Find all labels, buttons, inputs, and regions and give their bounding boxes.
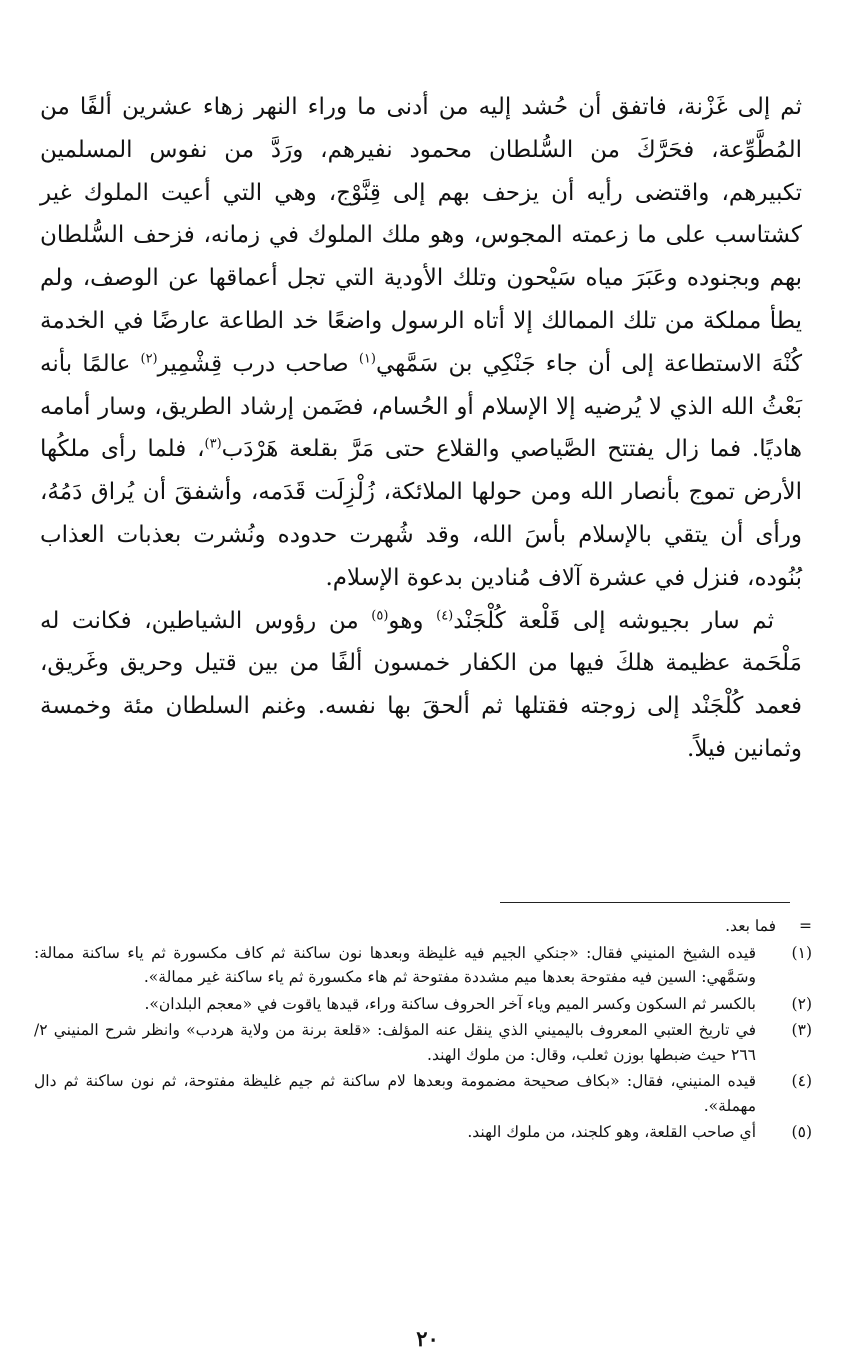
- footnote-item: [34, 992, 812, 1017]
- footnote-ref-2: (٢): [140, 351, 158, 367]
- footnote-ref-4: (٤): [436, 607, 454, 623]
- continuation-text: فما بعد.: [725, 917, 776, 935]
- paragraph-1-part-1: ثم إلى غَزْنة، فاتفق أن حُشد إليه من أدنى ما وراء النهر زهاء عشرين ألفًا من المُطَّوِّعة، فحَرَّكَ من السُّلطان محمود نفيرهم، ورَدَّ من نفوس المسلمين تكبيرهم، واقتضى رأيه أن يزحف بهم إلى قِنَّوْج، وهي التي أعيت الملوك غير كشتاسب على ما زعمته المجوس، وهو ملك الملوك في زمانه، فزحف السُّلطان بهم وبجنوده وعَبَرَ مياه سَيْحون وتلك الأودية التي تجل أعماقها عن الوصف، ولم يطأ مملكة من تلك الممالك إلا أتاه الرسول واضعًا خد الطاعة عارضًا في الخدمة كُنْهَ الاستطاعة إلى أن جاء جَنْكِي بن سَمَّهي: [40, 94, 803, 377]
- footnote-text: في تاريخ العتبي المعروف باليميني الذي ينقل عنه المؤلف: «قلعة برنة من ولاية هردب» وانظر شرح المنيني ٢/ ٢٦٦ حيث ضبطها بوزن ثعلب، وقال: من ملوك الهند.: [34, 1021, 756, 1064]
- main-text: [40, 86, 802, 771]
- paragraph-1-part-2: صاحب درب قِشْمِير: [157, 350, 359, 377]
- footnote-item: [34, 941, 812, 990]
- paragraph-1-part-4: ، فلما رأى ملكُها الأرض تموج بأنصار الله ومن حولها الملائكة، زُلْزِلَت قَدَمه، وأشفقَ أن يُراق دَمُهُ، ورأى أن يتقي بالإسلام بأسَ الله، وقد شُهرت حدوده ونُشرت بعذبات العذاب بُنُوده، فنزل في عشرة آلاف مُنادين بدعوة الإسلام.: [40, 436, 802, 591]
- footnote-text: قيده المنيني، فقال: «بكاف صحيحة مضمومة وبعدها لام ساكنة ثم جيم غليظة مفتوحة، ثم نون ساكنة ثم دال مهملة».: [34, 1072, 756, 1115]
- paragraph-2: [40, 600, 802, 771]
- footnote-ref-5: (٥): [371, 607, 389, 623]
- footnote-number: (٢): [791, 994, 812, 1013]
- footnote-text: قيده الشيخ المنيني فقال: «جنكي الجيم فيه غليظة وبعدها نون ساكنة ثم كاف مكسورة ثم ياء ساكنة ممالة: وسَمَّهي: السين فيه مفتوحة بعدها ميم مشددة مفتوحة ثم هاء مكسورة ثم ياء ساكنة غير ممالة».: [34, 943, 756, 986]
- footnote-item: [34, 1069, 812, 1118]
- page-number: ٢٠: [416, 1326, 439, 1351]
- footnote-item: [34, 1018, 812, 1067]
- footnote-number: (١): [791, 943, 812, 962]
- footnotes: [34, 914, 812, 1145]
- footnote-continuation: [34, 914, 812, 939]
- footnote-item: [34, 1120, 812, 1145]
- footnote-ref-3: (٣): [204, 436, 222, 452]
- footnote-number: (٤): [791, 1072, 812, 1090]
- paragraph-1: [40, 86, 802, 600]
- paragraph-2-part-1: ثم سار بجيوشه إلى قَلْعة كُلْجَنْد: [453, 607, 774, 634]
- paragraph-1-part-3: عالمًا بأنه بَعْثُ الله الذي لا يُرضيه إلا الإسلام أو الحُسام، فضَمن إرشاد الطريق، وسار أمامه هاديًا. فما زال يفتتح الصَّياصي والقلاع حتى مَرَّ بقلعة هَرْدَب: [40, 350, 802, 463]
- continuation-marker: =: [799, 917, 812, 935]
- footnote-ref-1: (١): [358, 351, 376, 367]
- footnote-text: بالكسر ثم السكون وكسر الميم وياء آخر الحروف ساكنة وراء، قيدها ياقوت في «معجم البلدان».: [144, 994, 756, 1013]
- footnote-number: (٣): [791, 1021, 812, 1039]
- paragraph-2-part-2: وهو: [388, 607, 437, 634]
- footnote-text: أي صاحب القلعة، وهو كلجند، من ملوك الهند.: [467, 1123, 756, 1141]
- paragraph-2-part-3: من رؤوس الشياطين، فكانت له مَلْحَمة عظيمة هلكَ فيها من الكفار خمسون ألفًا من بين قتيل وحريق وغَريق، فعمد كُلْجَنْد إلى زوجته فقتلها ثم ألحقَ بها نفسه. وغنم السلطان مئة وخمسة وثمانين فيلاً.: [40, 607, 802, 762]
- footnote-separator: [500, 902, 790, 903]
- footnote-number: (٥): [791, 1123, 812, 1141]
